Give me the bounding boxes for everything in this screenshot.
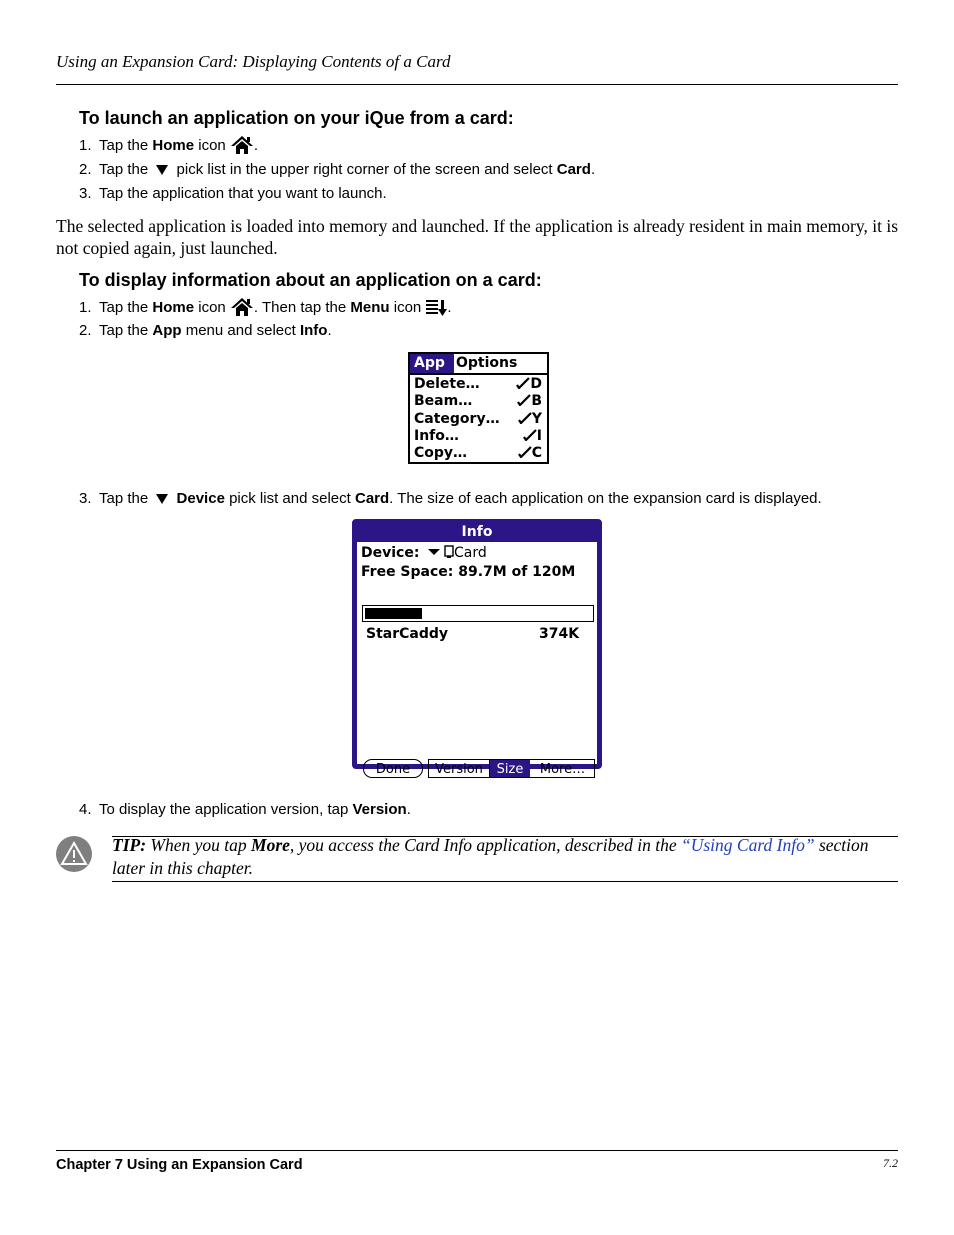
footer-chapter: Chapter 7 Using an Expansion Card	[56, 1157, 303, 1173]
menu-item-copy[interactable]: Copy… C	[414, 445, 542, 461]
app-menu-screenshot	[408, 352, 549, 464]
section2-step-3: 3. Tap the Device pick list and select Card. The size of each application on the expansion card is displayed.	[79, 490, 822, 507]
section2-step-2: 2. Tap the App menu and select Info.	[79, 322, 332, 339]
menu-tab-options[interactable]: Options	[456, 355, 518, 371]
using-card-info-link[interactable]: “Using Card Info”	[681, 835, 815, 855]
section2-step-4: 4. To display the application version, tap Version.	[79, 801, 411, 818]
view-segmented-control	[428, 759, 595, 778]
menu-item-beam[interactable]: Beam… B	[414, 393, 542, 409]
tip-text: TIP: When you tap More, you access the Card Info application, described in the “Using Card Info” section later in this chapter.	[112, 835, 869, 878]
home-icon	[230, 135, 254, 159]
running-header: Using an Expansion Card: Displaying Contents of a Card	[56, 52, 451, 71]
device-picklist[interactable]: Card	[427, 545, 487, 561]
command-stroke-icon	[523, 429, 537, 441]
command-stroke-icon	[518, 412, 532, 424]
picklist-triangle-icon	[156, 165, 168, 175]
version-button[interactable]: Version	[429, 760, 490, 777]
section1-step-2: 2. Tap the pick list in the upper right corner of the screen and select Card.	[79, 161, 596, 178]
warning-icon	[56, 836, 92, 872]
picklist-triangle-icon	[156, 494, 168, 504]
free-space-bar	[362, 605, 594, 622]
done-button[interactable]: Done	[363, 759, 423, 778]
menu-tab-app[interactable]: App	[410, 354, 454, 373]
menu-item-info[interactable]: Info… I	[414, 428, 542, 444]
command-stroke-icon	[516, 377, 530, 389]
more-button[interactable]: More…	[539, 762, 586, 777]
menu-item-delete[interactable]: Delete… D	[414, 376, 542, 392]
picklist-triangle-icon	[427, 547, 441, 557]
menu-item-category[interactable]: Category… Y	[414, 411, 542, 427]
command-stroke-icon	[518, 446, 532, 458]
free-space-bar-fill	[365, 608, 422, 619]
menu-icon	[425, 299, 447, 321]
footer-rule	[56, 1150, 898, 1151]
command-stroke-icon	[517, 394, 531, 406]
card-icon	[444, 545, 454, 559]
app-name[interactable]: StarCaddy	[366, 626, 449, 642]
info-dialog-screenshot	[352, 519, 602, 777]
header-rule	[56, 84, 898, 85]
app-size: 374K	[539, 626, 580, 642]
free-space-label: Free Space: 89.7M of 120M	[361, 564, 576, 580]
device-label: Device:	[361, 545, 420, 561]
page-number: 7.2	[883, 1156, 898, 1170]
info-dialog-title: Info	[461, 524, 493, 540]
home-icon	[230, 297, 254, 321]
section2-heading: To display information about an application on a card:	[79, 270, 542, 290]
section1-step-3: 3. Tap the application that you want to launch.	[79, 185, 387, 202]
section1-paragraph: The selected application is loaded into memory and launched. If the application is already resident in main memory, it is not copied again, just launched.	[56, 216, 899, 258]
section2-step-1: 1. Tap the Home icon . Then tap the Menu icon .	[79, 297, 452, 321]
section1-step-1: 1. Tap the Home icon .	[79, 135, 258, 159]
menu-bar	[410, 354, 547, 375]
tip-bottom-rule	[112, 881, 898, 882]
size-button[interactable]: Size	[490, 760, 530, 777]
section1-heading: To launch an application on your iQue from a card:	[79, 108, 514, 128]
